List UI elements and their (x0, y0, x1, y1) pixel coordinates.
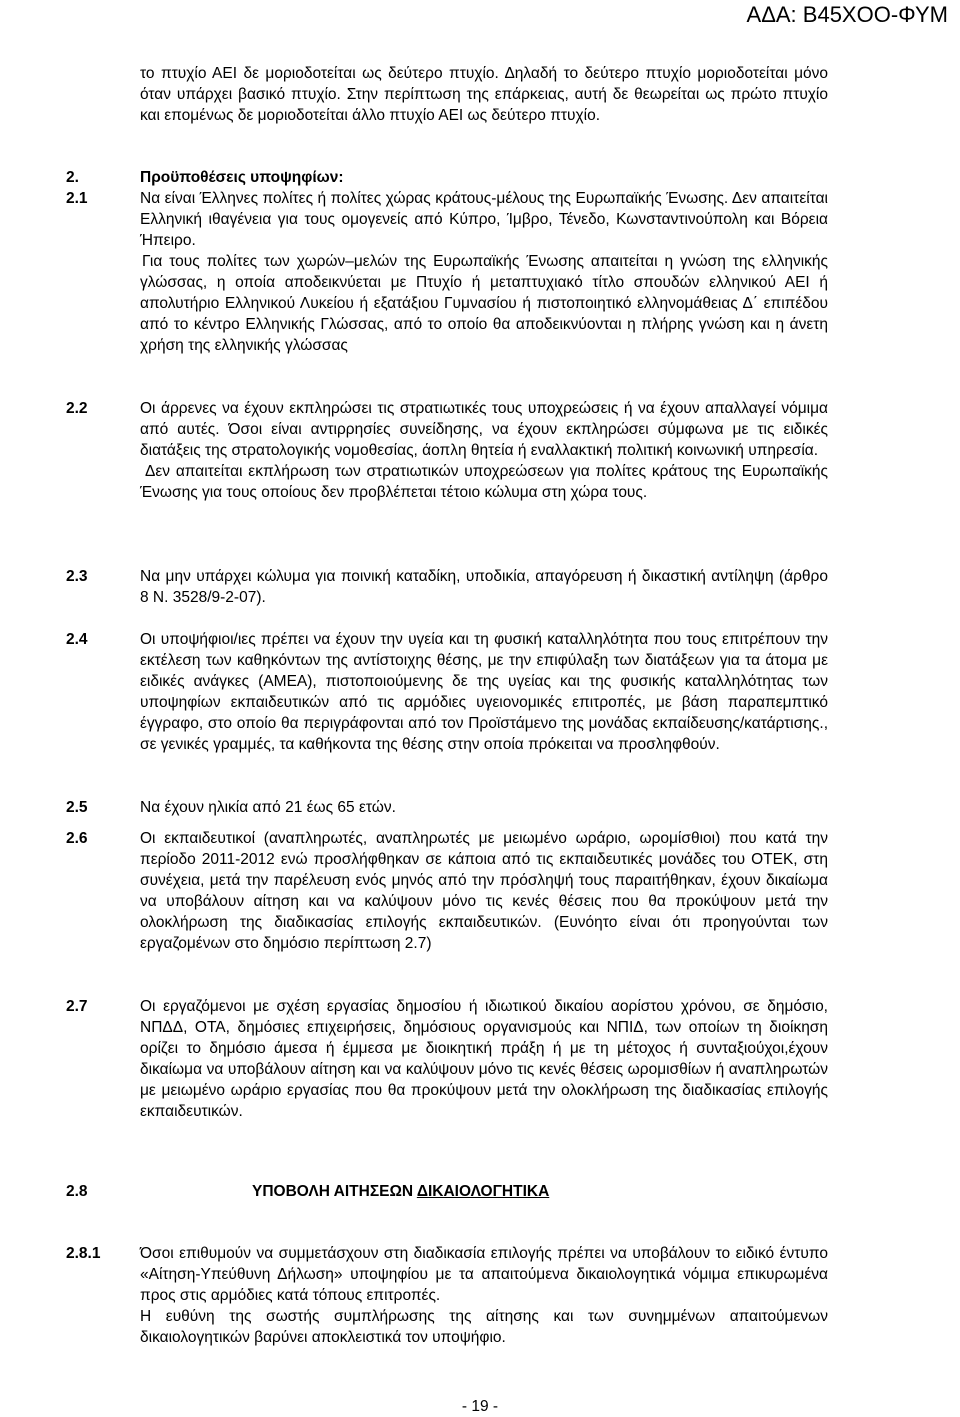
section-2-8-title-underlined: ΔΙΚΑΙΟΛΟΓΗΤΙΚΑ (416, 1183, 550, 1200)
item-2-4-number: 2.4 (66, 631, 88, 648)
item-2-1-p2: Για τους πολίτες των χωρών–μελών της Ευρωπαϊκής Ένωσης απαιτείται η γνώση της ελληνικής γλώσσας, η οποία αποδεικνύεται με Πτυχίο ή μεταπτυχιακό τίτλο σπουδών ελληνικού ΑΕΙ ή απολυτήριο Ελληνικού Λυκείου ή εξατάξιου Γυμνασίου ή πιστοποιητικό ελληνομάθειας Δ΄ επιπέδου από το κέντρο Ελληνικής Γλώσσας, από το οποίο θα αποδεικνύονται η πλήρης γνώση και η άνετη χρήση της ελληνικής γλώσσας (140, 253, 828, 354)
item-2-6-p1: Οι εκπαιδευτικοί (αναπληρωτές, αναπληρωτές με μειωμένο ωράριο, ωρομίσθιοι) που κατά την περίοδο 2011-2012 ενώ προσλήφθηκαν σε κάποια από τις εκπαιδευτικές μονάδες του ΟΤΕΚ, στη συνέχεια, μετά την παρέλευση ενός μηνός από την πρόσληψή τους παραιτήθηκαν, έχουν δικαίωμα να υποβάλουν αίτηση και να καλύψουν μόνο τις κενές θέσεις που θα προκύψουν μετά την ολοκλήρωση της διαδικασίας επιλογής εκπαιδευτικών. (Ευνόητο είναι ότι προηγούνται των εργαζομένων στο δημόσιο περίπτωση 2.7) (140, 830, 828, 952)
page-number: - 19 - (461, 1398, 499, 1415)
intro-paragraph (140, 63, 828, 126)
item-2-7-number: 2.7 (66, 998, 88, 1015)
item-2-4 (140, 629, 828, 755)
item-2-2-number: 2.2 (66, 400, 88, 417)
item-2-5-p1: Να έχουν ηλικία από 21 έως 65 ετών. (140, 799, 396, 816)
item-2-6 (140, 828, 828, 954)
section-2-number: 2. (66, 169, 79, 186)
section-2-title: Προϋποθέσεις υποψηφίων: (140, 169, 344, 186)
item-2-8-1-p1: Όσοι επιθυμούν να συμμετάσχουν στη διαδικασία επιλογής πρέπει να υποβάλουν το ειδικό έντυπο «Αίτηση-Υπεύθυνη Δήλωση» υποψηφίου με τα απαιτούμενα δικαιολογητικά νόμιμα επικυρωμένα προς στις αρμόδιες κατά τόπους επιτροπές. (140, 1245, 828, 1304)
item-2-4-p1: Οι υποψήφιοι/ιες πρέπει να έχουν την υγεία και τη φυσική καταλληλότητα που τους επιτρέπουν την εκτέλεση των καθηκόντων της αντίστοιχης θέσης, με την επιφύλαξη των διατάξεων για τα άτομα με ειδικές ανάγκες (ΑΜΕΑ), πιστοποιούμενης δε της υγείας και της φυσικής καταλληλότητας των υποψηφίων εκπαιδευτικών από τις αρμόδιες υγειονομικές επιτροπές, με βάση παραπεμπτικό έγγραφο, στο οποίο θα περιγράφονται από τον Προϊστάμενο της μονάδας εκπαίδευσης/κατάρτισης., σε γενικές γραμμές, τα καθήκοντα της θέσης στην οποία πρόκειται να προσληφθούν. (140, 631, 828, 753)
intro-text: το πτυχίο ΑΕΙ δε μοριοδοτείται ως δεύτερο πτυχίο. Δηλαδή το δεύτερο πτυχίο μοριοδοτείται μόνο όταν υπάρχει βασικό πτυχίο. Στην περίπτωση της επάρκειας, αυτή δε θεωρείται ως πρώτο πτυχίο και επομένως δε μοριοδοτείται άλλο πτυχίο ΑΕΙ ως δεύτερο πτυχίο. (140, 65, 828, 124)
item-2-8-1 (140, 1243, 828, 1348)
item-2-7-p1: Οι εργαζόμενοι με σχέση εργασίας δημοσίου ή ιδιωτικού δικαίου αορίστου χρόνου, σε δημόσιο, ΝΠΔΔ, ΟΤΑ, δημόσιες επιχειρήσεις, δημόσιους οργανισμούς και ΝΠΙΔ, των οποίων τη διοίκηση ορίζει το δημόσιο άμεσα ή έμμεσα με διοικητική πράξη ή με τη μέτοχος ή συνταξιούχοι,έχουν δικαίωμα να υποβάλουν αίτηση και να καλύψουν μόνο τις κενές θέσεις ωρομισθίων ή αναπληρωτών με μειωμένο ωράριο εργασίας που θα προκύψουν μετά την ολοκλήρωση της διαδικασίας επιλογής εκπαιδευτικών. (140, 998, 828, 1120)
item-2-8-1-number: 2.8.1 (66, 1245, 101, 1262)
item-2-3-number: 2.3 (66, 568, 88, 585)
item-2-8-1-p2: Η ευθύνη της σωστής συμπλήρωσης της αίτησης και των συνημμένων απαιτούμενων δικαιολογητικών βαρύνει αποκλειστικά τον υποψήφιο. (140, 1308, 828, 1346)
item-2-3-p1: Να μην υπάρχει κώλυμα για ποινική καταδίκη, υποδικία, απαγόρευση ή δικαστική αντίληψη (άρθρο 8 Ν. 3528/9-2-07). (140, 568, 828, 606)
item-2-2-p1: Οι άρρενες να έχουν εκπληρώσει τις στρατιωτικές τους υποχρεώσεις ή να έχουν απαλλαγεί νόμιμα από αυτές. Όσοι είναι αντιρρησίες συνείδησης, να έχουν εκπληρώσει σύμφωνα με τις ειδικές διατάξεις της στρατολογικής νομοθεσίας, άοπλη θητεία ή εναλλακτική πολιτική κοινωνική υπηρεσία. (140, 400, 828, 459)
section-2-8-title-plain: ΥΠΟΒΟΛΗ ΑΙΤΗΣΕΩΝ (252, 1183, 417, 1200)
item-2-6-number: 2.6 (66, 830, 88, 847)
item-2-2-p2: Δεν απαιτείται εκπλήρωση των στρατιωτικών υποχρεώσεων για πολίτες κράτους της Ευρωπαϊκής Ένωσης για τους οποίους δεν προβλέπεται τέτοιο κώλυμα στη χώρα τους. (140, 463, 828, 501)
item-2-5-number: 2.5 (66, 799, 88, 816)
item-2-2 (140, 398, 828, 503)
item-2-5 (140, 797, 828, 818)
item-2-3 (140, 566, 828, 608)
item-2-1 (140, 188, 828, 356)
item-2-7 (140, 996, 828, 1122)
section-2-8-number: 2.8 (66, 1183, 88, 1200)
item-2-1-p1: Να είναι Έλληνες πολίτες ή πολίτες χώρας κράτους-μέλους της Ευρωπαϊκής Ένωσης. Δεν απαιτείται Ελληνική ιθαγένεια για τους ομογενείς από Κύπρο, Ίμβρο, Τένεδο, Κωνσταντινούπολη και Βόρεια Ήπειρο. (140, 190, 828, 249)
section-2-8-title (252, 1181, 549, 1202)
ada-code: ΑΔΑ: Β45ΧΟΟ-ΦΥΜ (746, 2, 948, 27)
item-2-1-number: 2.1 (66, 190, 88, 207)
